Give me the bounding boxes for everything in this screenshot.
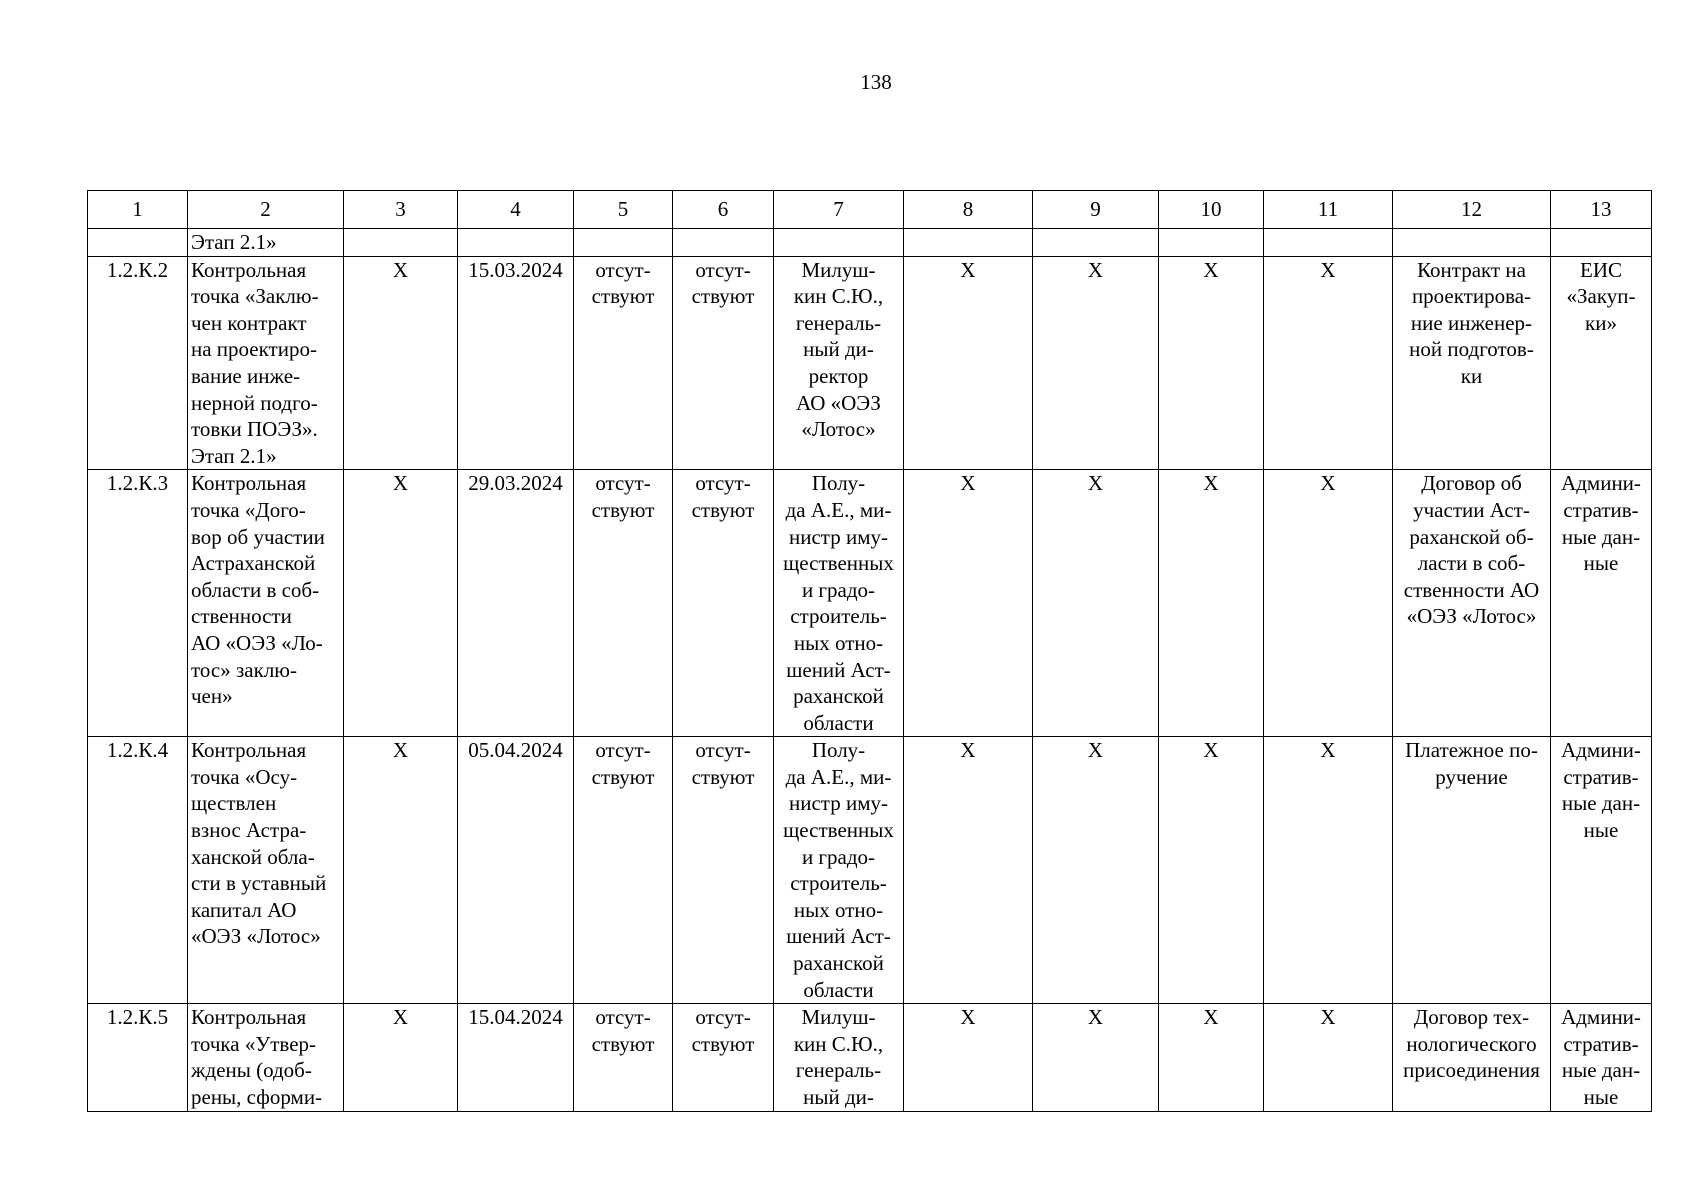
table-cell: Милуш- кин С.Ю., генераль- ный ди- ректор АО «ОЭЗ «Лотос» xyxy=(774,256,904,470)
table-cell: X xyxy=(344,470,458,737)
table-cell: X xyxy=(904,1004,1033,1111)
control-points-table xyxy=(87,190,1652,1112)
table-cell: отсут- ствуют xyxy=(574,256,673,470)
table-row xyxy=(88,256,1652,470)
table-cell: Контрольная точка «Дого- вор об участии Астраханской области в соб- ственности АО «ОЭЗ «Ло- тос» заклю- чен» xyxy=(188,470,344,737)
column-header: 4 xyxy=(458,191,574,229)
table-cell: Платежное по- ручение xyxy=(1393,737,1551,1004)
table-cell xyxy=(673,229,774,257)
table-cell xyxy=(1159,229,1264,257)
column-header: 11 xyxy=(1264,191,1393,229)
table-cell: X xyxy=(1264,256,1393,470)
table-cell: X xyxy=(1159,470,1264,737)
table-cell: X xyxy=(344,256,458,470)
table-cell: X xyxy=(1033,1004,1159,1111)
column-number-row xyxy=(88,191,1652,229)
column-header: 3 xyxy=(344,191,458,229)
table-row xyxy=(88,1004,1652,1111)
column-header: 12 xyxy=(1393,191,1551,229)
table-cell: Договор тех- нологического присоединения xyxy=(1393,1004,1551,1111)
row-id-cell: 1.2.К.3 xyxy=(88,470,188,737)
table-cell: Контрольная точка «Осу- ществлен взнос Астра- ханской обла- сти в уставный капитал АО «ОЭЗ «Лотос» xyxy=(188,737,344,1004)
row-id-cell: 1.2.К.4 xyxy=(88,737,188,1004)
table-cell xyxy=(574,229,673,257)
table-cell: X xyxy=(1264,470,1393,737)
table-cell xyxy=(1551,229,1652,257)
table-cell: X xyxy=(1033,470,1159,737)
table-cell: Этап 2.1» xyxy=(188,229,344,257)
table-cell: Админи- стратив- ные дан- ные xyxy=(1551,1004,1652,1111)
table-cell xyxy=(774,229,904,257)
table-cell xyxy=(1033,229,1159,257)
table-cell: X xyxy=(344,737,458,1004)
column-header: 2 xyxy=(188,191,344,229)
column-header: 6 xyxy=(673,191,774,229)
table-row xyxy=(88,470,1652,737)
table-cell xyxy=(458,229,574,257)
table-cell: Полу- да А.Е., ми- нистр иму- щественных и градо- строитель- ных отно- шений Аст- раханской области xyxy=(774,737,904,1004)
table-cell: X xyxy=(1159,1004,1264,1111)
table-cell: X xyxy=(1264,737,1393,1004)
column-header: 1 xyxy=(88,191,188,229)
table-cell: отсут- ствуют xyxy=(673,737,774,1004)
column-header: 7 xyxy=(774,191,904,229)
row-id-cell: 1.2.К.2 xyxy=(88,256,188,470)
table-cell: 15.03.2024 xyxy=(458,256,574,470)
table-cell: Админи- стратив- ные дан- ные xyxy=(1551,737,1652,1004)
column-header: 8 xyxy=(904,191,1033,229)
table-cell xyxy=(88,229,188,257)
column-header: 10 xyxy=(1159,191,1264,229)
row-id-cell: 1.2.К.5 xyxy=(88,1004,188,1111)
table-cell: Контракт на проектирова- ние инженер- ной подготов- ки xyxy=(1393,256,1551,470)
table-cell: отсут- ствуют xyxy=(574,737,673,1004)
table-cell: отсут- ствуют xyxy=(673,470,774,737)
table-cell: X xyxy=(1033,256,1159,470)
table-cell: X xyxy=(1159,256,1264,470)
table-cell xyxy=(1264,229,1393,257)
table-cell: X xyxy=(1159,737,1264,1004)
table-cell: X xyxy=(904,256,1033,470)
table-cell: X xyxy=(1264,1004,1393,1111)
table-row xyxy=(88,737,1652,1004)
table-cell xyxy=(904,229,1033,257)
column-header: 9 xyxy=(1033,191,1159,229)
table-cell: X xyxy=(904,737,1033,1004)
table-cell: X xyxy=(344,1004,458,1111)
continuation-row xyxy=(88,229,1652,257)
table-cell: Админи- стратив- ные дан- ные xyxy=(1551,470,1652,737)
table-cell xyxy=(344,229,458,257)
table-cell: отсут- ствуют xyxy=(574,470,673,737)
column-header: 5 xyxy=(574,191,673,229)
table-cell: Договор об участии Аст- раханской об- ласти в соб- ственности АО «ОЭЗ «Лотос» xyxy=(1393,470,1551,737)
column-header: 13 xyxy=(1551,191,1652,229)
table-cell: ЕИС «Закуп- ки» xyxy=(1551,256,1652,470)
table-cell: Контрольная точка «Заклю- чен контракт на проектиро- вание инже- нерной подго- товки ПОЭЗ». Этап 2.1» xyxy=(188,256,344,470)
table-cell: 05.04.2024 xyxy=(458,737,574,1004)
table-cell: 15.04.2024 xyxy=(458,1004,574,1111)
table-cell: отсут- ствуют xyxy=(574,1004,673,1111)
table-cell: Милуш- кин С.Ю., генераль- ный ди- xyxy=(774,1004,904,1111)
table-cell: X xyxy=(1033,737,1159,1004)
table-cell: X xyxy=(904,470,1033,737)
table-cell: 29.03.2024 xyxy=(458,470,574,737)
table-cell: отсут- ствуют xyxy=(673,1004,774,1111)
table-cell: отсут- ствуют xyxy=(673,256,774,470)
table-cell: Контрольная точка «Утвер- ждены (одоб- рены, сформи- xyxy=(188,1004,344,1111)
table-cell: Полу- да А.Е., ми- нистр иму- щественных и градо- строитель- ных отно- шений Аст- раханской области xyxy=(774,470,904,737)
table-cell xyxy=(1393,229,1551,257)
page-number: 138 xyxy=(860,70,892,94)
